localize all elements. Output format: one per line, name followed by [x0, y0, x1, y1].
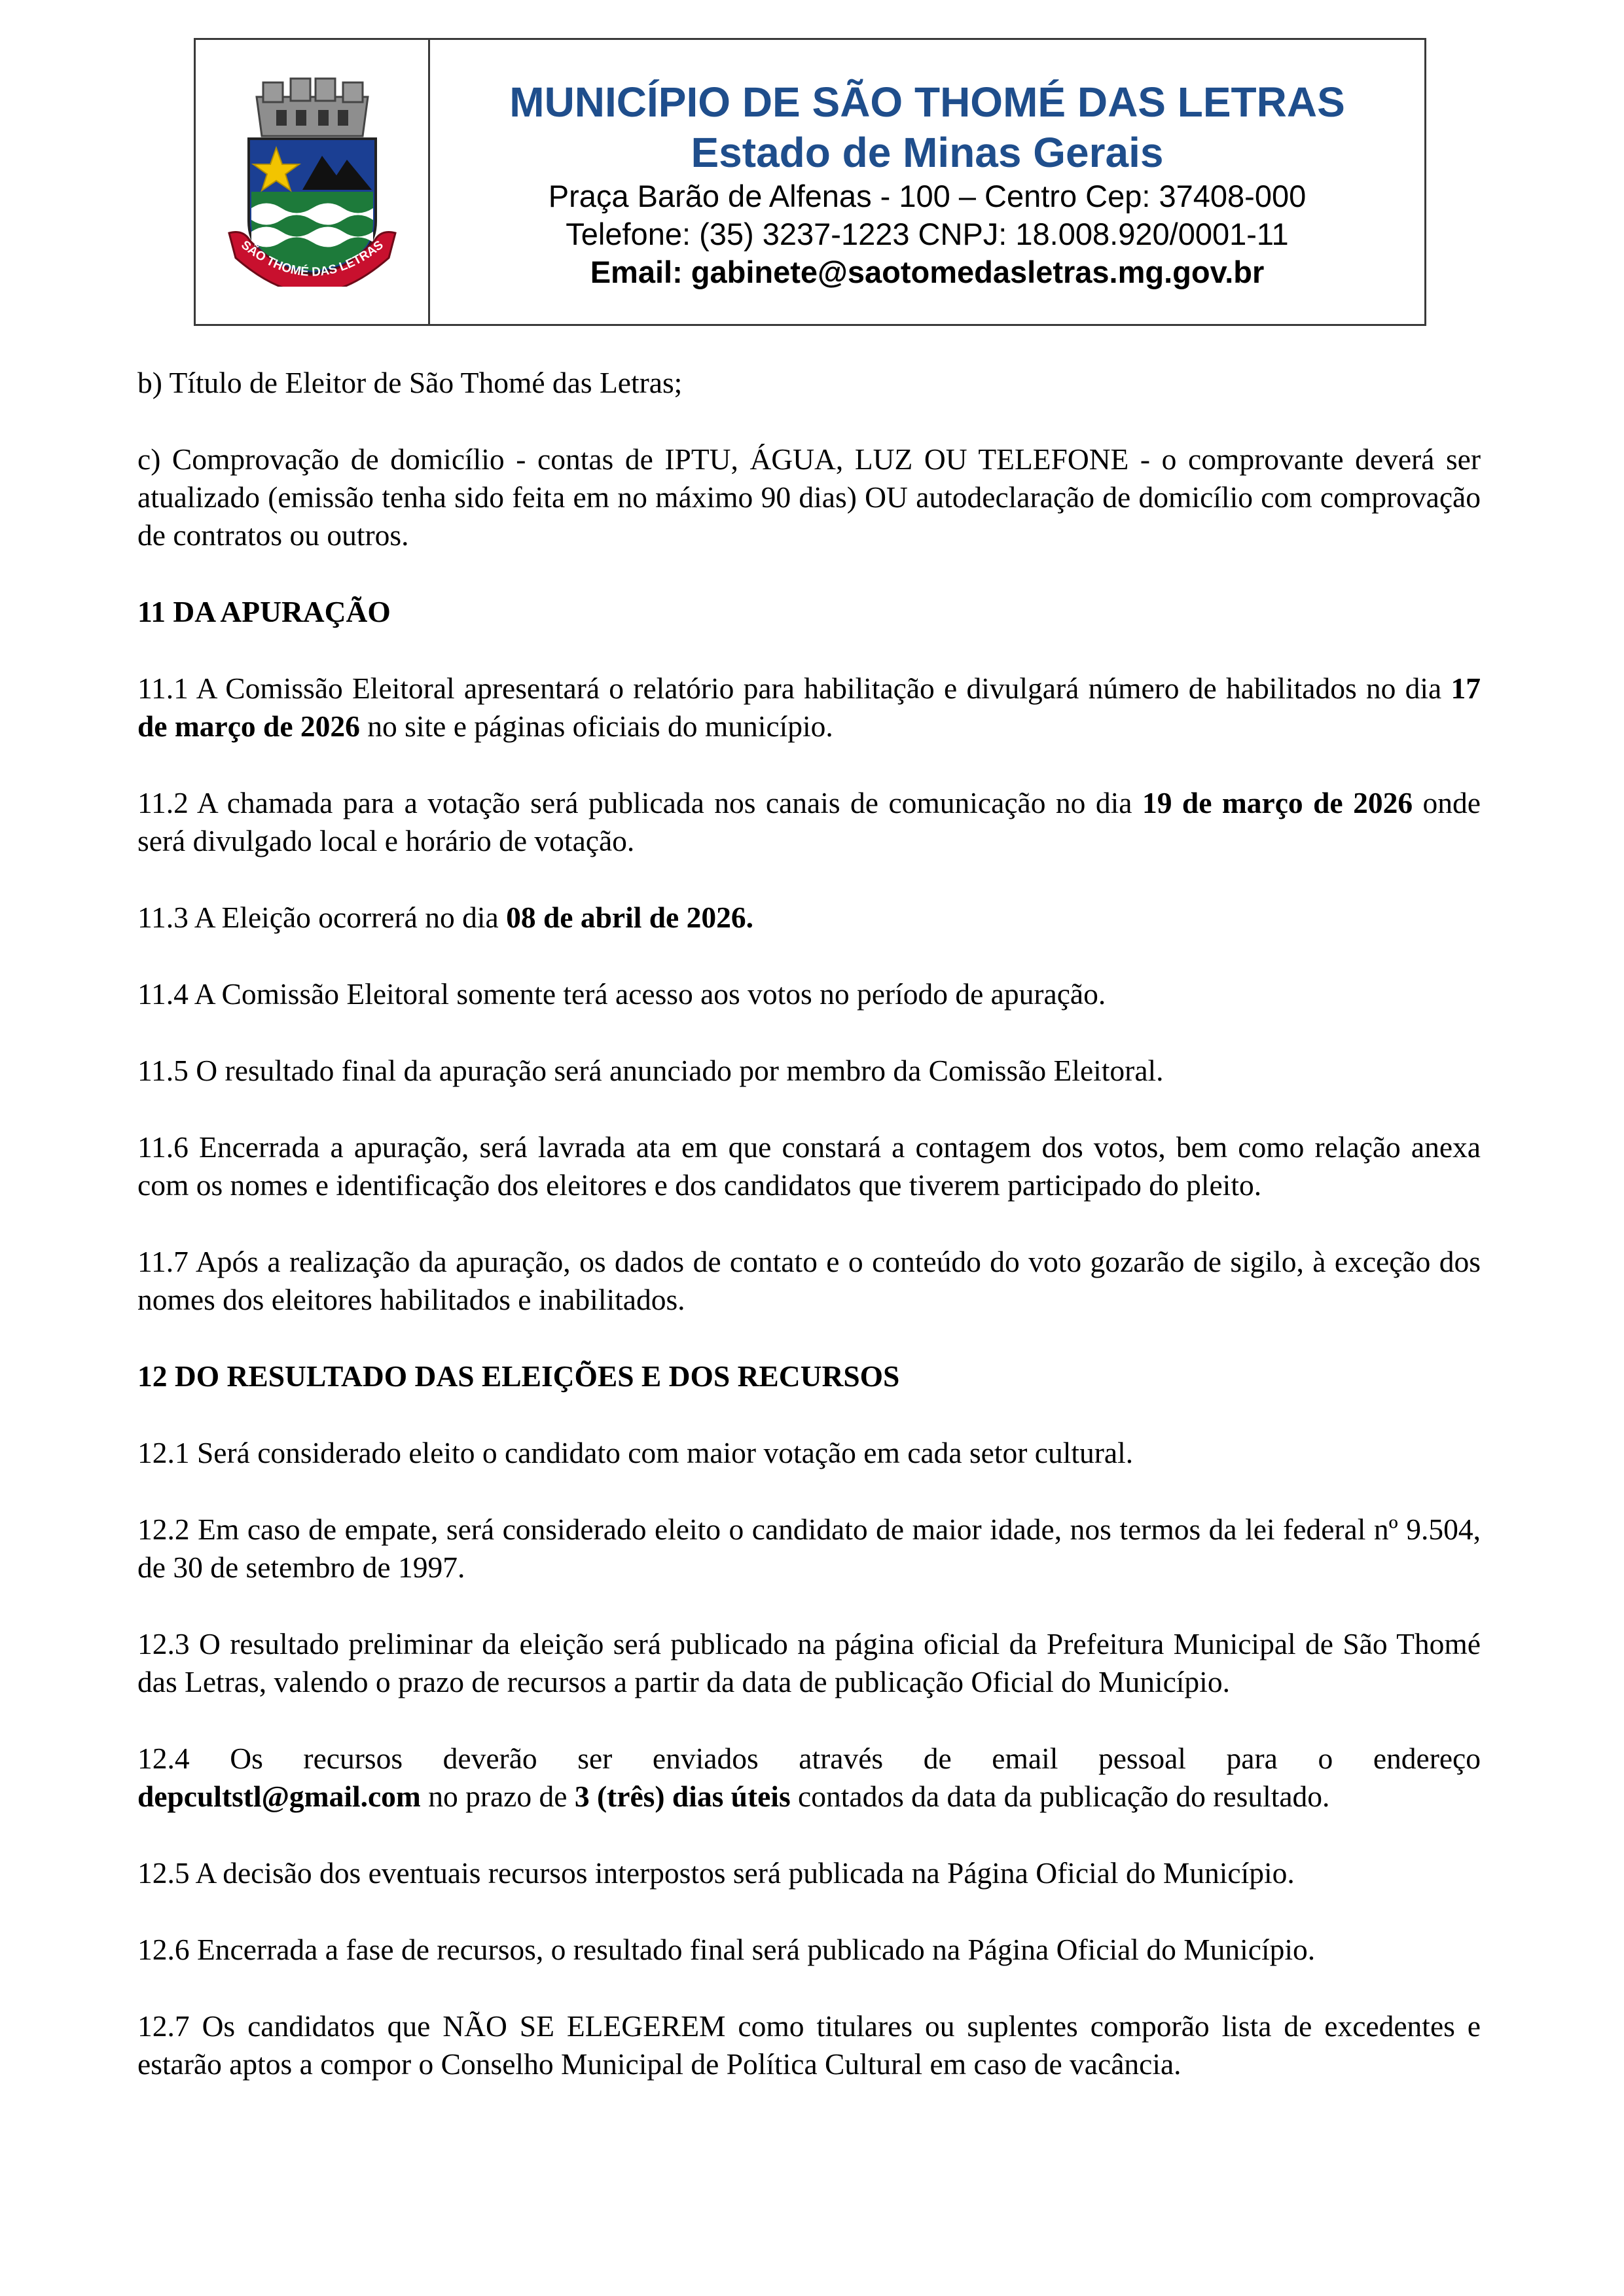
clause-11-3: 11.3 A Eleição ocorrerá no dia 08 de abril de 2026.: [137, 901, 753, 934]
clause-12-3: 12.3 O resultado preliminar da eleição será publicado na página oficial da Prefeitura Municipal de São Thomé das Letras, valendo o prazo de recursos a partir da data de publicação Oficial do Município.: [137, 1627, 1481, 1698]
clause-11-2: 11.2 A chamada para a votação será publicada nos canais de comunicação no dia 19 de março de 2026 onde será divulgado local e horário de votação.: [137, 786, 1481, 857]
clause-12-4-line1: 12.4 Os recursos deverão ser enviados através de email pessoal para o endereço: [137, 1742, 1481, 1775]
mural-crown-icon: [257, 79, 368, 136]
section-12-title: 12 DO RESULTADO DAS ELEIÇÕES E DOS RECURSOS: [137, 1359, 900, 1393]
clause-12-5: 12.5 A decisão dos eventuais recursos interpostos será publicada na Página Oficial do Município.: [137, 1856, 1295, 1890]
ribbon-text: SÃO THOMÉ DAS LETRAS: [238, 238, 386, 279]
clause-12-2: 12.2 Em caso de empate, será considerado eleito o candidato de maior idade, nos termos da lei federal nº 9.504, de 30 de setembro de 1997.: [137, 1513, 1481, 1584]
appeal-email: depcultstl@gmail.com: [137, 1780, 421, 1813]
clause-12-6: 12.6 Encerrada a fase de recursos, o resultado final será publicado na Página Oficial do Município.: [137, 1933, 1316, 1966]
clause-11-4: 11.4 A Comissão Eleitoral somente terá acesso aos votos no período de apuração.: [137, 977, 1106, 1011]
clause-11-5: 11.5 O resultado final da apuração será anunciado por membro da Comissão Eleitoral.: [137, 1054, 1164, 1087]
clause-11-1: 11.1 A Comissão Eleitoral apresentará o relatório para habilitação e divulgará número de habilitados no dia 17 de março de 2026 no site e páginas oficiais do município.: [137, 672, 1481, 743]
state-subtitle: Estado de Minas Gerais: [691, 129, 1164, 176]
clause-11-6: 11.6 Encerrada a apuração, será lavrada ata em que constará a contagem dos votos, bem como relação anexa com os nomes e identificação dos eleitores e dos candidatos que tiverem participado do pleito.: [137, 1130, 1481, 1202]
letterhead: [194, 38, 1426, 326]
item-c: c) Comprovação de domicílio - contas de IPTU, ÁGUA, LUZ OU TELEFONE - o comprovante deverá ser atualizado (emissão tenha sido feita em no máximo 90 dias) OU autodeclaração de domicílio com comprovação de contratos ou outros.: [137, 442, 1481, 552]
address-line: Praça Barão de Alfenas - 100 – Centro Cep: 37408-000: [548, 179, 1307, 213]
clause-12-1: 12.1 Será considerado eleito o candidato com maior votação em cada setor cultural.: [137, 1436, 1134, 1469]
municipality-title: MUNICÍPIO DE SÃO THOMÉ DAS LETRAS: [509, 79, 1345, 126]
crest-cell: [196, 40, 430, 324]
document-body: [137, 364, 1481, 2083]
section-11-title: 11 DA APURAÇÃO: [137, 595, 391, 628]
item-b: b) Título de Eleitor de São Thomé das Letras;: [137, 366, 683, 399]
letterhead-info: [430, 40, 1424, 324]
phone-line: Telefone: (35) 3237-1223 CNPJ: 18.008.920/0001-11: [566, 217, 1289, 251]
email-line: Email: gabinete@saotomedasletras.mg.gov.br: [590, 255, 1265, 289]
municipal-crest-icon: [217, 77, 407, 287]
clause-11-7: 11.7 Após a realização da apuração, os dados de contato e o conteúdo do voto gozarão de sigilo, à exceção dos nomes dos eleitores habilitados e inabilitados.: [137, 1245, 1481, 1316]
clause-12-7: 12.7 Os candidatos que NÃO SE ELEGEREM como titulares ou suplentes comporão lista de excedentes e estarão aptos a compor o Conselho Municipal de Política Cultural em caso de vacância.: [137, 2009, 1481, 2081]
clause-12-4: 12.4 Os recursos deverão ser enviados através de email pessoal para o endereço depcultstl@gmail.com no prazo de 3 (três) dias úteis contados da data da publicação do resultado.: [137, 1740, 1481, 1816]
